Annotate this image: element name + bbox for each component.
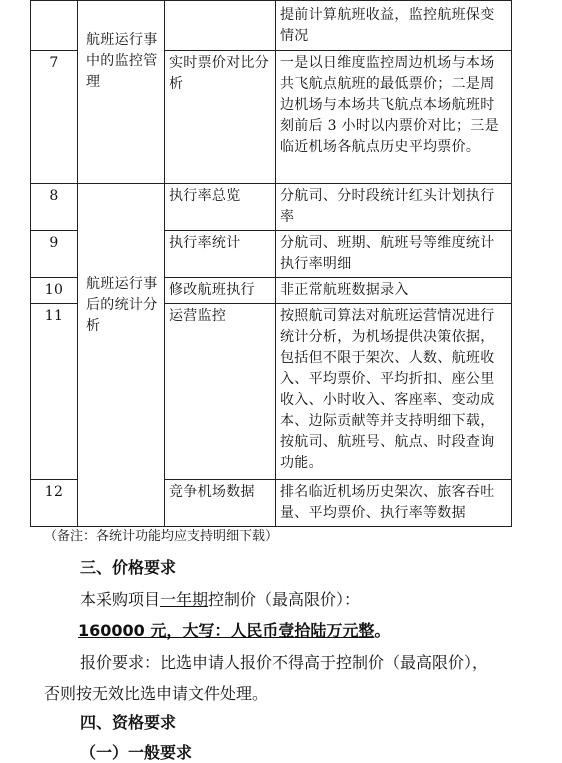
table-note: （备注：各统计功能均应支持明细下载）	[44, 529, 279, 544]
row-number: 9	[31, 231, 78, 278]
row-item	[165, 1, 276, 51]
table-row	[31, 184, 512, 231]
row-number: 7	[31, 51, 78, 184]
price-period: 一年期	[160, 590, 209, 609]
row-item: 竞争机场数据	[165, 480, 276, 527]
subsection-heading-general: （一）一般要求	[80, 743, 193, 762]
row-number	[31, 1, 78, 51]
row-number: 12	[31, 480, 78, 527]
row-description: 非正常航班数据录入	[276, 278, 512, 304]
row-description: 分航司、分时段统计红头计划执行率	[276, 184, 512, 231]
row-item: 执行率总览	[165, 184, 276, 231]
row-category: 航班运行事后的统计分析	[78, 184, 165, 527]
section-heading-price: 三、价格要求	[80, 558, 177, 577]
row-number: 11	[31, 304, 78, 480]
row-item: 执行率统计	[165, 231, 276, 278]
price-line-prefix: 本采购项目	[80, 590, 161, 609]
quote-requirement-line2: 否则按无效比选申请文件处理。	[44, 684, 269, 703]
row-description: 提前计算航班收益，监控航班保变情况	[276, 1, 512, 51]
row-description: 排名临近机场历史架次、旅客吞吐量、平均票价、执行率等数据	[276, 480, 512, 527]
price-amount-line	[78, 618, 390, 641]
row-item: 实时票价对比分析	[165, 51, 276, 184]
row-description: 按照航司算法对航班运营情况进行统计分析，为机场提供决策依据，包括但不限于架次、人数、航班收入、平均票价、平均折扣、座公里收入、小时收入、客座率、变动成本、边际贡献等并支持明细下载，按航司、航班号、航点、时段查询功能。	[276, 304, 512, 480]
row-number: 8	[31, 184, 78, 231]
table-row	[31, 1, 512, 51]
row-description: 分航司、班期、航班号等维度统计执行率明细	[276, 231, 512, 278]
row-number: 10	[31, 278, 78, 304]
requirements-table	[30, 0, 512, 527]
quote-requirement-line1: 报价要求：比选申请人报价不得高于控制价（最高限价），	[80, 653, 489, 672]
price-amount-end: 。	[374, 621, 391, 640]
price-line	[80, 587, 360, 610]
row-description: 一是以日维度监控周边机场与本场共飞航点航班的最低票价；二是周边机场与本场共飞航点本场航班时刻前后 3 小时以内票价对比；三是临近机场各航点历史平均票价。	[276, 51, 512, 184]
section-heading-qualification: 四、资格要求	[80, 713, 177, 732]
price-amount: 160000 元，大写：人民币壹拾陆万元整	[78, 621, 375, 640]
row-category: 航班运行事中的监控管理	[78, 1, 165, 184]
row-item: 运营监控	[165, 304, 276, 480]
price-line-suffix: 控制价（最高限价）：	[208, 590, 361, 609]
row-item: 修改航班执行	[165, 278, 276, 304]
